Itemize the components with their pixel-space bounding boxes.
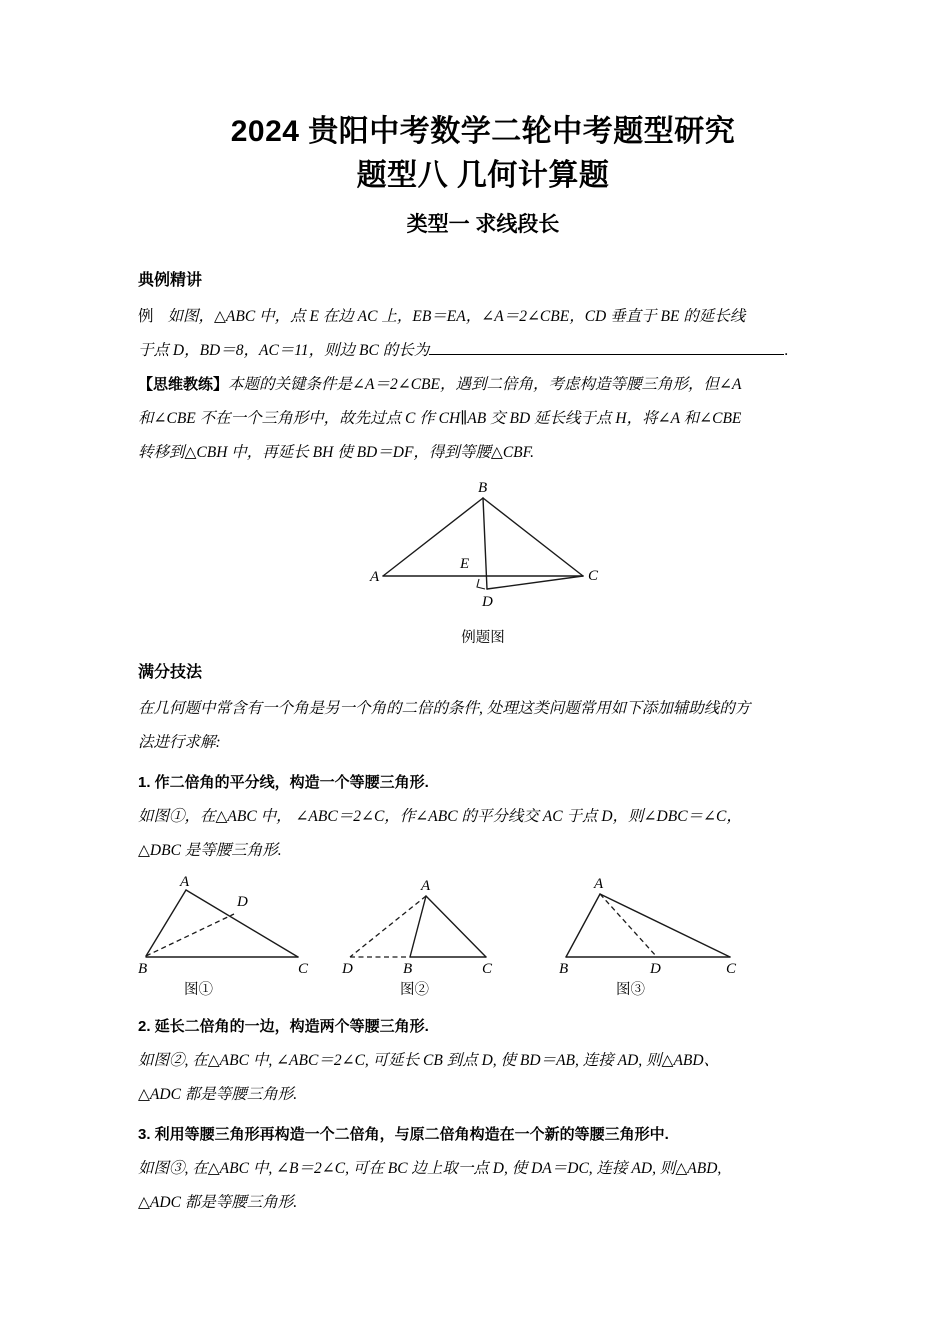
coach-text-1: 本题的关键条件是∠A＝2∠CBE，遇到二倍角，考虑构造等腰三角形，但∠A (228, 376, 742, 393)
technique-body-2-line-2: △ADC 都是等腰三角形. (138, 1086, 298, 1103)
figure-1-shape (146, 890, 298, 957)
technique-heading-1: 1. 作二倍角的平分线，构造一个等腰三角形. (138, 774, 429, 791)
coach-paragraph-line-1 (138, 368, 828, 402)
technique-figure-captions (138, 980, 828, 1004)
fig2-label-A: A (421, 878, 431, 894)
page-title-line-2: 题型八 几何计算题 (356, 159, 610, 192)
label-C: C (588, 568, 599, 584)
fig3-segment-AD (600, 894, 656, 956)
segment-BC (483, 498, 583, 576)
example-statement-line-2 (138, 334, 828, 368)
fig3-segment-AB (566, 894, 600, 957)
figure-2-dashed (350, 896, 426, 957)
label-B: B (478, 480, 488, 496)
fig1-caption: 图① (184, 982, 213, 998)
example-statement-text-2: 于点 D，BD＝8，AC＝11，则边 BC 的长为 (138, 342, 430, 359)
page-content (138, 0, 828, 1220)
technique-body-1-line-1: 如图①，在△ABC 中， ∠ABC＝2∠C，作∠ABC 的平分线交 AC 于点 D，则∠DBC＝∠C， (138, 808, 742, 825)
figure-2-shape (410, 896, 486, 957)
segment-DC (487, 576, 583, 589)
fig1-label-D: D (237, 894, 248, 910)
page-title-line-1: 2024 贵阳中考数学二轮中考题型研究 (230, 115, 736, 148)
fig1-label-A: A (180, 876, 190, 890)
technique-body-3-line-2: △ADC 都是等腰三角形. (138, 1194, 298, 1211)
example-statement-text-1: 如图，△ABC 中，点 E 在边 AC 上，EB＝EA，∠A＝2∠CBE，CD 垂直于 BE 的延长线 (167, 308, 746, 325)
technique-intro-line-2: 法进行求解: (138, 734, 221, 751)
fig2-label-C: C (482, 961, 493, 977)
fig2-label-D: D (342, 961, 353, 977)
fig2-segment-AC (426, 896, 486, 957)
coach-label: 【思维教练】 (138, 376, 229, 393)
technique-figures-svg (138, 876, 828, 980)
example-figure-svg (138, 476, 828, 628)
example-figure-caption: 例题图 (461, 630, 505, 646)
right-angle-mark-D (477, 579, 485, 589)
fig1-label-C: C (298, 961, 309, 977)
technique-intro-line-1: 在几何题中常含有一个角是另一个角的二倍的条件, 处理这类问题常用如下添加辅助线的方 (138, 700, 751, 717)
fig2-caption: 图② (400, 982, 429, 998)
answer-blank[interactable] (429, 339, 784, 355)
example-figure (138, 476, 828, 628)
technique-body-2-line-1: 如图②, 在△ABC 中, ∠ABC＝2∠C, 可延长 CB 到点 D, 使 BD＝AB, 连接 AD, 则△ABD、 (138, 1052, 720, 1069)
technique-body-3-line-1: 如图③, 在△ABC 中, ∠B＝2∠C, 可在 BC 边上取一点 D, 使 DA＝DC, 连接 AD, 则△ABD, (138, 1160, 722, 1177)
page-subtitle: 类型一 求线段长 (406, 213, 560, 236)
technique-figure-row (138, 876, 828, 980)
fig3-caption: 图③ (616, 982, 645, 998)
example-statement-period: . (784, 342, 789, 359)
technique-heading-3: 3. 利用等腰三角形再构造一个二倍角，与原二倍角构造在一个新的等腰三角形中. (138, 1126, 669, 1143)
technique-body-1-line-2: △DBC 是等腰三角形. (138, 842, 282, 859)
fig3-label-C: C (726, 961, 737, 977)
label-E: E (460, 556, 470, 572)
fig2-segment-AD (350, 896, 426, 957)
fig3-label-A: A (594, 876, 604, 892)
fig1-label-B: B (138, 961, 148, 977)
section-heading-dianli-jingjiang: 典例精讲 (138, 272, 203, 289)
technique-heading-2: 2. 延长二倍角的一边，构造两个等腰三角形. (138, 1018, 429, 1035)
example-marker: 例 (138, 308, 154, 325)
coach-paragraph-line-2: 和∠CBE 不在一个三角形中，故先过点 C 作 CH∥AB 交 BD 延长线于点 H，将∠A 和∠CBE (138, 410, 742, 427)
fig2-segment-AB (410, 896, 426, 957)
example-statement-line-1 (138, 292, 828, 334)
coach-paragraph-line-3: 转移到△CBH 中，再延长 BH 使 BD＝DF，得到等腰△CBF. (138, 444, 534, 461)
fig3-label-D: D (650, 961, 661, 977)
label-D: D (482, 594, 493, 610)
fig2-label-B: B (403, 961, 413, 977)
fig3-segment-AC (600, 894, 730, 957)
fig3-label-B: B (559, 961, 569, 977)
fig1-segment-AB (146, 890, 186, 956)
label-A: A (370, 569, 380, 585)
section-heading-manfen-jifa: 满分技法 (138, 664, 203, 681)
